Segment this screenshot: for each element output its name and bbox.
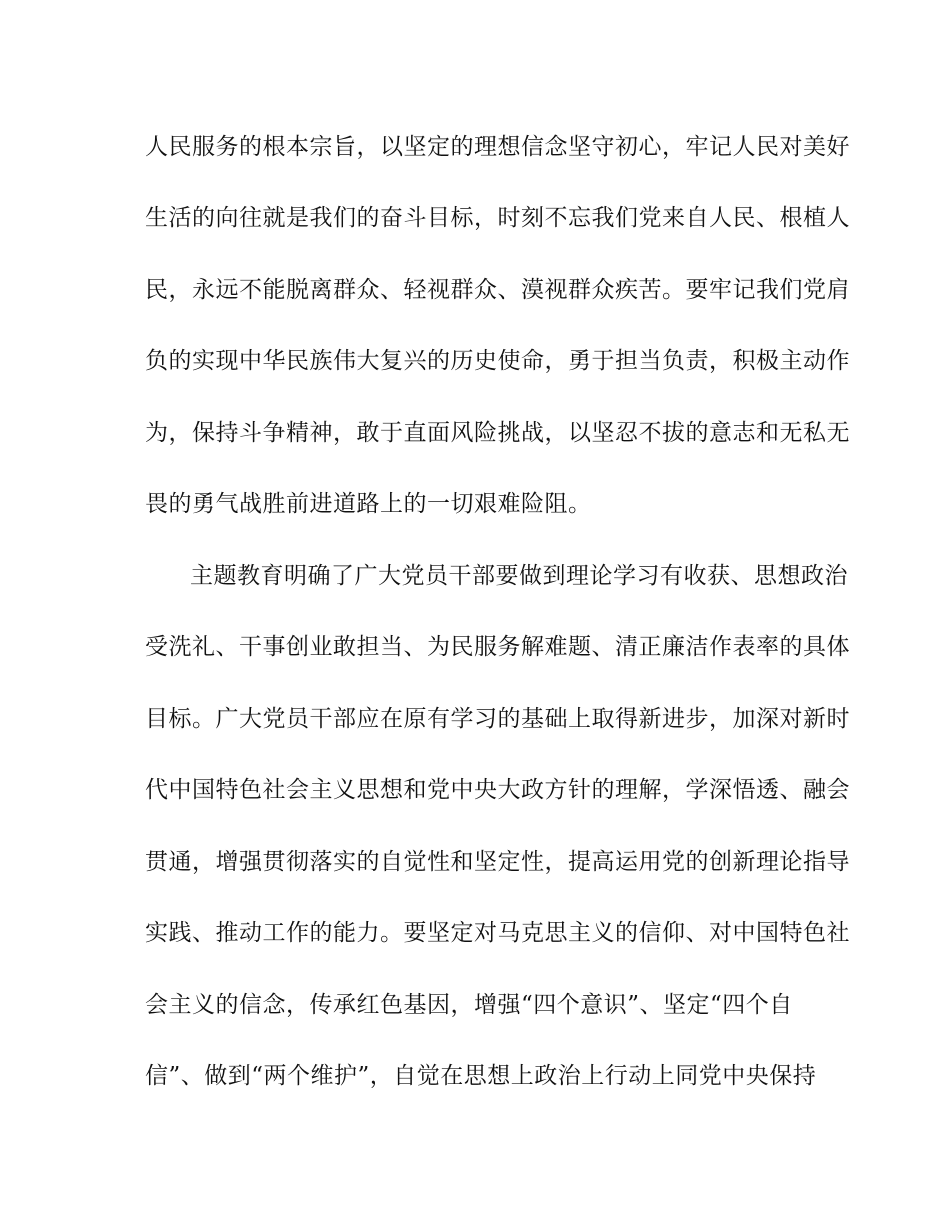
text-line: 人民服务的根本宗旨，以坚定的理想信念坚守初心，牢记人民对美好 — [145, 134, 850, 160]
text-line: 实践、推动工作的能力。要坚定对马克思主义的信仰、对中国特色社 — [145, 920, 850, 946]
text-line: 目标。广大党员干部应在原有学习的基础上取得新进步，加深对新时 — [145, 706, 850, 732]
text-line: 主题教育明确了广大党员干部要做到理论学习有收获、思想政治 — [190, 563, 848, 589]
text-line: 代中国特色社会主义思想和党中央大政方针的理解，学深悟透、融会 — [145, 777, 850, 803]
text-line: 生活的向往就是我们的奋斗目标，时刻不忘我们党来自人民、根植人 — [145, 205, 850, 231]
text-line: 贯通，增强贯彻落实的自觉性和坚定性，提高运用党的创新理论指导 — [145, 849, 850, 875]
text-line: 信”、做到“两个维护”，自觉在思想上政治上行动上同党中央保持 — [145, 1063, 817, 1089]
text-line: 为，保持斗争精神，敢于直面风险挑战，以坚忍不拔的意志和无私无 — [145, 420, 850, 446]
text-line: 负的实现中华民族伟大复兴的历史使命，勇于担当负责，积极主动作 — [145, 348, 850, 374]
text-line: 会主义的信念，传承红色基因，增强“四个意识”、坚定“四个自 — [145, 992, 793, 1018]
text-line: 畏的勇气战胜前进道路上的一切艰难险阻。 — [145, 491, 592, 517]
text-line: 受洗礼、干事创业敢担当、为民服务解难题、清正廉洁作表率的具体 — [145, 634, 850, 660]
text-line: 民，永远不能脱离群众、轻视群众、漠视群众疾苦。要牢记我们党肩 — [145, 277, 850, 303]
